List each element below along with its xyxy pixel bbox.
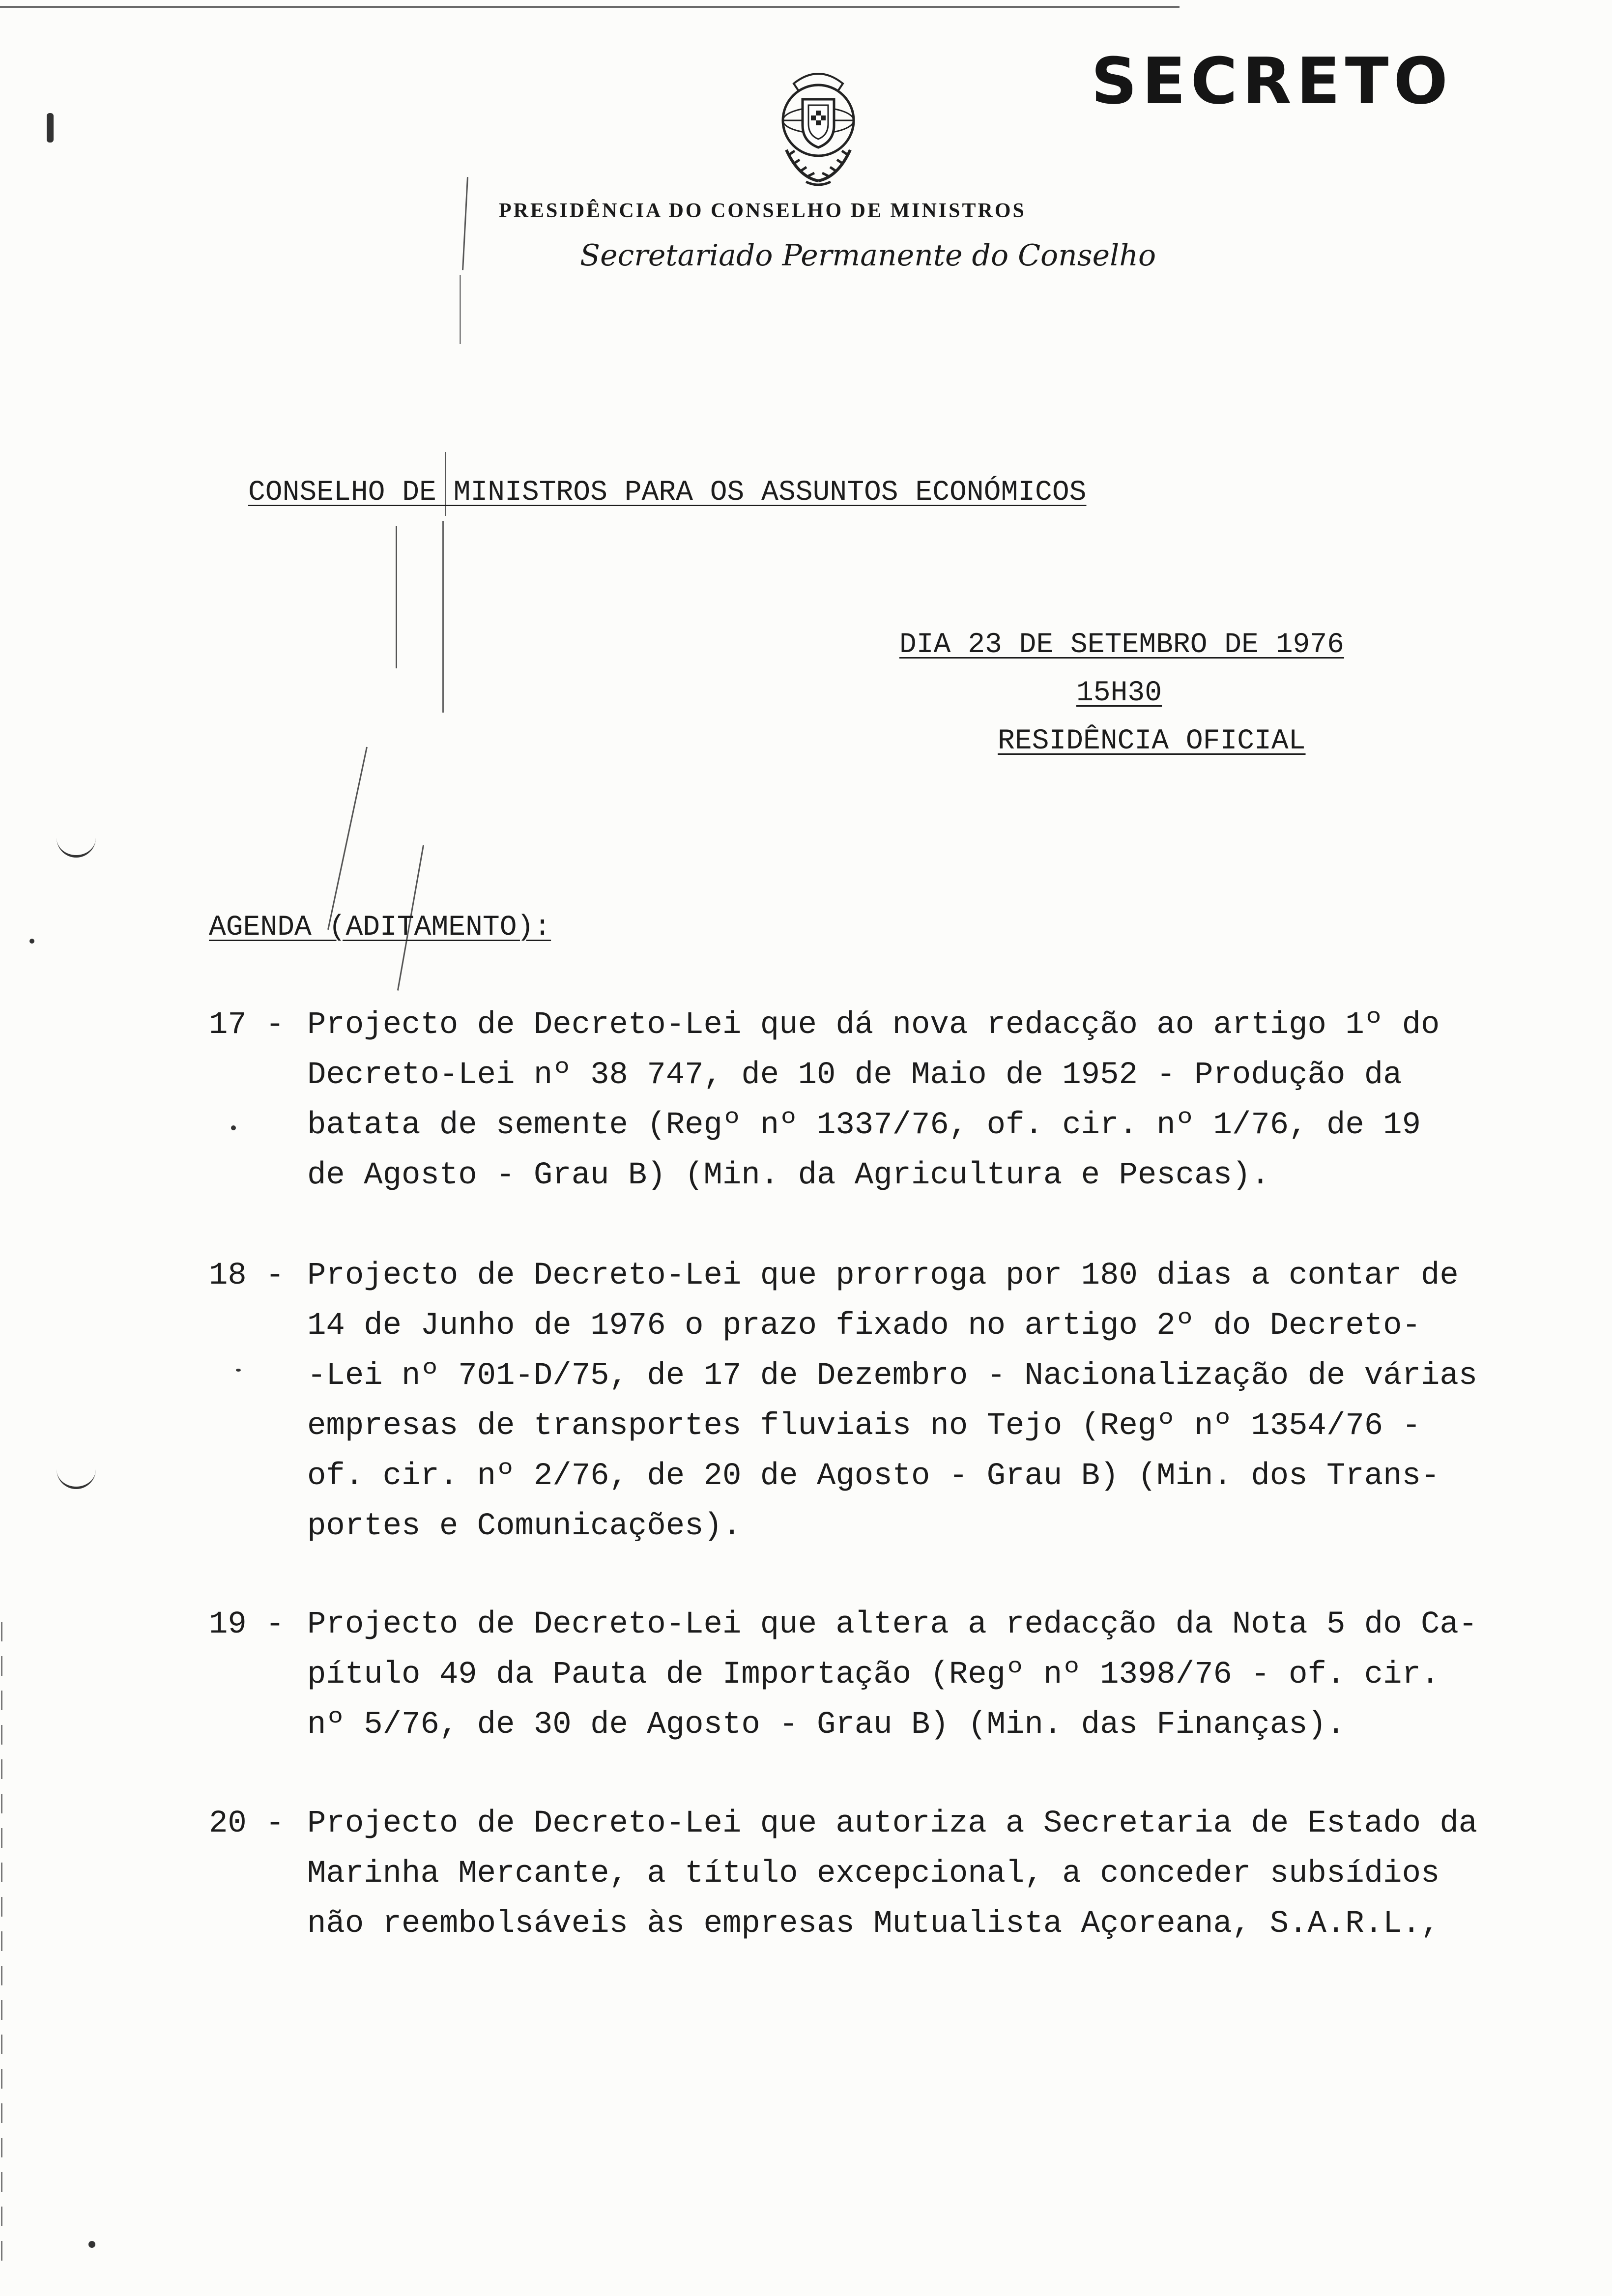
- meeting-date: DIA 23 DE SETEMBRO DE 1976: [899, 629, 1344, 661]
- agenda-item-text: Projecto de Decreto-Lei que dá nova redacção ao artigo 1º do Decreto-Lei nº 38 747, de 10 de Maio de 1952 - Produção da batata de semente (Regº nº 1337/76, of. cir. nº 1/76, de 19 de Agosto - Grau B) (Min. da Agricultura e Pescas).: [307, 1007, 1440, 1193]
- agenda-item-text: Projecto de Decreto-Lei que autoriza a Secretaria de Estado da Marinha Mercante, a título excepcional, a conceder subsídios não reembolsáveis às empresas Mutualista Açoreana, S.A.R.L.,: [307, 1806, 1478, 1942]
- margin-line: [327, 747, 368, 930]
- scan-speck: [231, 1125, 236, 1130]
- agenda-item-text: Projecto de Decreto-Lei que altera a redacção da Nota 5 do Ca- pítulo 49 da Pauta de Importação (Regº nº 1398/76 - of. cir. nº 5/76, de 30 de Agosto - Grau B) (Min. das Finanças).: [307, 1607, 1478, 1743]
- scan-speck: [88, 2241, 95, 2248]
- agenda-heading: AGENDA (ADITAMENTO):: [209, 912, 551, 944]
- margin-line: [460, 275, 461, 344]
- scan-mark: [57, 1467, 96, 1489]
- coat-of-arms-icon: [759, 64, 877, 192]
- scan-speck: [236, 1369, 241, 1372]
- council-title: CONSELHO DE MINISTROS PARA OS ASSUNTOS ECONÓMICOS: [248, 477, 1087, 509]
- scan-mark: [57, 835, 96, 858]
- agenda-item-number: 18 -: [209, 1258, 285, 1293]
- agenda-item-number: 17 -: [209, 1007, 285, 1043]
- agenda-item: [209, 1000, 1536, 1201]
- agenda-item-text: Projecto de Decreto-Lei que prorroga por 180 dias a contar de 14 de Junho de 1976 o prazo fixado no artigo 2º do Decreto- -Lei nº 701-D/75, de 17 de Dezembro - Nacionalização de várias empresas de transportes fluviais no Tejo (Regº nº 1354/76 - of. cir. nº 2/76, de 20 de Agosto - Grau B) (Min. dos Trans- portes e Comunicações).: [307, 1258, 1478, 1544]
- classification-stamp: SECRETO: [1091, 44, 1453, 118]
- issuing-body-subtitle: Secretariado Permanente do Conselho: [580, 238, 1156, 273]
- agenda-item: [209, 1799, 1536, 1949]
- margin-line: [462, 177, 468, 270]
- agenda-item-number: 19 -: [209, 1607, 285, 1642]
- meeting-time: 15H30: [1076, 677, 1162, 709]
- agenda-item: [209, 1251, 1536, 1551]
- page-edge: [1, 1622, 2, 2261]
- margin-line: [442, 521, 444, 713]
- meeting-place: RESIDÊNCIA OFICIAL: [998, 725, 1306, 757]
- scan-speck: [29, 939, 34, 944]
- margin-line: [396, 526, 397, 668]
- scan-speck: [47, 113, 54, 143]
- top-rule: [0, 6, 1180, 8]
- agenda-item: [209, 1600, 1536, 1750]
- issuing-body-title: PRESIDÊNCIA DO CONSELHO DE MINISTROS: [499, 200, 1026, 222]
- agenda-item-number: 20 -: [209, 1806, 285, 1841]
